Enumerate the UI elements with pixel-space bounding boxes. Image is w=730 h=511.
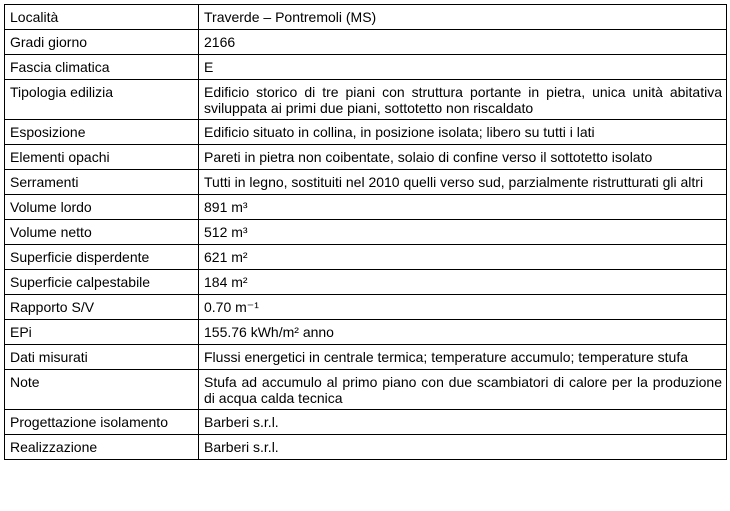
row-label: Superficie disperdente (5, 245, 199, 270)
table-row (5, 320, 727, 345)
row-label: Volume lordo (5, 195, 199, 220)
row-label: Volume netto (5, 220, 199, 245)
row-value: Traverde – Pontremoli (MS) (199, 5, 727, 30)
row-value: Pareti in pietra non coibentate, solaio di confine verso il sottotetto isolato (199, 145, 727, 170)
row-label: Tipologia edilizia (5, 80, 199, 120)
row-label: Gradi giorno (5, 30, 199, 55)
row-value: Tutti in legno, sostituiti nel 2010 quelli verso sud, parzialmente ristrutturati gli altri (199, 170, 727, 195)
table-row (5, 195, 727, 220)
table-row (5, 370, 727, 410)
table-row (5, 30, 727, 55)
table-row (5, 410, 727, 435)
building-data-table-container (4, 4, 727, 460)
row-label: Progettazione isolamento (5, 410, 199, 435)
row-value: Edificio storico di tre piani con struttura portante in pietra, unica unità abitativa sviluppata ai primi due piani, sottotetto non riscaldato (199, 80, 727, 120)
table-row (5, 295, 727, 320)
row-label: EPi (5, 320, 199, 345)
row-value: 621 m² (199, 245, 727, 270)
table-row (5, 55, 727, 80)
row-value: 891 m³ (199, 195, 727, 220)
table-row (5, 80, 727, 120)
row-label: Realizzazione (5, 435, 199, 460)
row-label: Fascia climatica (5, 55, 199, 80)
row-value: 2166 (199, 30, 727, 55)
row-value: Barberi s.r.l. (199, 410, 727, 435)
row-label: Rapporto S/V (5, 295, 199, 320)
table-row (5, 120, 727, 145)
row-value: Edificio situato in collina, in posizione isolata; libero su tutti i lati (199, 120, 727, 145)
row-value: Flussi energetici in centrale termica; temperature accumulo; temperature stufa (199, 345, 727, 370)
row-value: 155.76 kWh/m² anno (199, 320, 727, 345)
row-value: 512 m³ (199, 220, 727, 245)
row-label: Dati misurati (5, 345, 199, 370)
table-row (5, 5, 727, 30)
row-value: Stufa ad accumulo al primo piano con due scambiatori di calore per la produzione di acqua calda tecnica (199, 370, 727, 410)
table-row (5, 270, 727, 295)
table-row (5, 220, 727, 245)
row-label: Località (5, 5, 199, 30)
table-row (5, 345, 727, 370)
row-label: Note (5, 370, 199, 410)
table-row (5, 245, 727, 270)
building-data-table (4, 4, 727, 460)
table-row (5, 435, 727, 460)
row-label: Elementi opachi (5, 145, 199, 170)
row-label: Superficie calpestabile (5, 270, 199, 295)
row-label: Esposizione (5, 120, 199, 145)
row-value: E (199, 55, 727, 80)
row-value: Barberi s.r.l. (199, 435, 727, 460)
table-row (5, 145, 727, 170)
row-value: 184 m² (199, 270, 727, 295)
row-label: Serramenti (5, 170, 199, 195)
row-value: 0.70 m⁻¹ (199, 295, 727, 320)
table-row (5, 170, 727, 195)
